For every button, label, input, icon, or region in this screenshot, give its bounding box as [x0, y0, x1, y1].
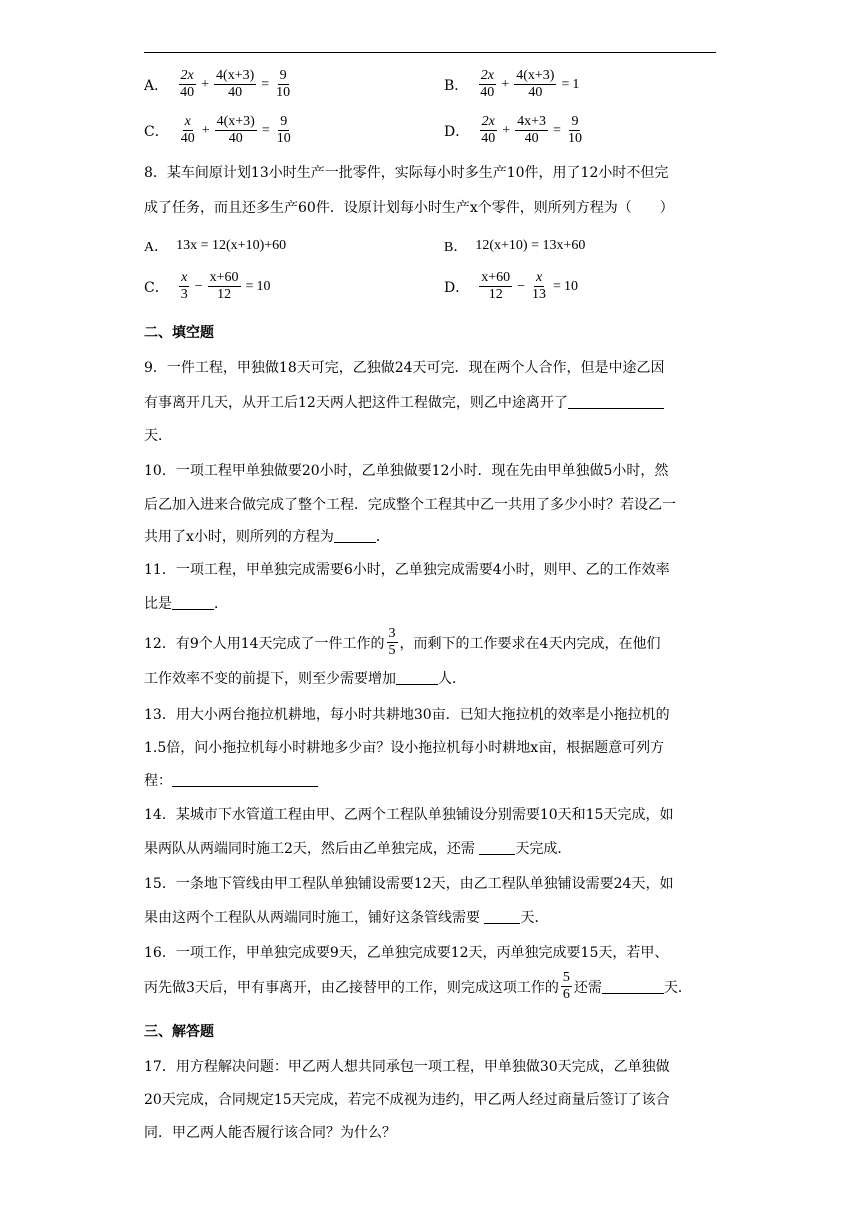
q8-option-c: C． $\frac{x}{3}$ − $\frac{x+60}{12}$ = 10 [144, 270, 271, 302]
q7-option-c: C． $\frac{x}{40}$ + $\frac{4(x+3)}{40}$ = $\frac{9}{10}$ [144, 114, 291, 146]
q16-line-2: 丙先做3天后，甲有事离开，由乙接替甲的工作，则完成这项工作的 $\frac{5}{6}$ 还需 天． [144, 970, 692, 1002]
q11-line-2: 比是 ． [144, 596, 228, 612]
header-rule [144, 52, 716, 53]
q9-line-3: 天． [144, 428, 172, 444]
answer-blank[interactable] [602, 979, 664, 994]
q15-line-1: 15．一条地下管线由甲工程队单独铺设需要12天，由乙工程队单独铺设需要24天，如 [144, 876, 674, 892]
answer-blank[interactable] [334, 528, 376, 543]
q11-line-1: 11．一项工程，甲单独完成需要6小时，乙单独完成需要4小时，则甲、乙的工作效率 [144, 562, 670, 578]
q14-line-2: 果两队从两端同时施工2天，然后由乙单独完成，还需 天完成． [144, 841, 572, 857]
q9-line-1: 9．一件工程，甲独做18天可完，乙独做24天可完．现在两个人合作，但是中途乙因 [144, 360, 665, 376]
q10-line-2: 后乙加入进来合做完成了整个工程．完成整个工程其中乙一共用了多少小时？若设乙一 [144, 497, 676, 513]
answer-blank[interactable] [479, 840, 515, 855]
q12-line-2: 工作效率不变的前提下，则至少需要增加 人． [144, 671, 466, 687]
q8-option-a: A． 13x = 12(x+10)+60 [144, 238, 287, 255]
q7-option-d: D． $\frac{2x}{40}$ + $\frac{4x+3}{40}$ = $\frac{9}{10}$ [444, 114, 582, 146]
q16-line-1: 16．一项工作，甲单独完成要9天，乙单独完成要12天，丙单独完成要15天，若甲、 [144, 945, 669, 961]
q13-line-1: 13．用大小两台拖拉机耕地，每小时共耕地30亩．已知大拖拉机的效率是小拖拉机的 [144, 707, 670, 723]
q8-option-d: D． $\frac{x+60}{12}$ − $\frac{x}{13}$ = 10 [444, 270, 578, 302]
answer-blank[interactable] [484, 909, 520, 924]
answer-blank[interactable] [172, 772, 318, 787]
q17-line-2: 20天完成，合同规定15天完成，若完不成视为违约，甲乙两人经过商量后签订了该合 [144, 1092, 670, 1108]
q15-line-2: 果由这两个工程队从两端同时施工，铺好这条管线需要 天． [144, 910, 549, 926]
answer-blank[interactable] [396, 670, 438, 685]
section-heading-solve: 三、解答题 [144, 1024, 214, 1040]
q17-line-1: 17．用方程解决问题：甲乙两人想共同承包一项工程，甲单独做30天完成，乙单独做 [144, 1059, 670, 1075]
q12-line-1: 12．有9个人用14天完成了一件工作的 $\frac{3}{5}$ ，而剩下的工作要求在4天内完成，在他们 [144, 626, 661, 658]
q7-option-b: B． $\frac{2x}{40}$ + $\frac{4(x+3)}{40}$ = 1 [444, 68, 580, 100]
answer-blank[interactable] [568, 394, 664, 409]
q10-line-1: 10．一项工程甲单独做要20小时，乙单独做要12小时．现在先由甲单独做5小时，然 [144, 463, 669, 479]
section-heading-fill-in: 二、填空题 [144, 325, 214, 341]
q7-option-a: A． $\frac{2x}{40}$ + $\frac{4(x+3)}{40}$ = $\frac{9}{10}$ [144, 68, 291, 100]
q10-line-3: 共用了x小时，则所列的方程为 ． [144, 529, 390, 545]
q9-line-2: 有事离开几天，从开工后12天两人把这件工程做完，则乙中途离开了 [144, 392, 724, 412]
q8-option-b: B． 12(x+10) = 13x+60 [444, 238, 586, 255]
q8-line-2: 成了任务，而且还多生产60件．设原计划每小时生产x个零件，则所列方程为（ ） [144, 200, 674, 216]
q14-line-1: 14．某城市下水管道工程由甲、乙两个工程队单独铺设分别需要10天和15天完成，如 [144, 807, 674, 823]
q13-line-3: 程： [144, 770, 724, 790]
answer-blank[interactable] [172, 595, 214, 610]
q17-line-3: 同．甲乙两人能否履行该合同？为什么？ [144, 1125, 396, 1141]
q13-line-2: 1.5倍，问小拖拉机每小时耕地多少亩？设小拖拉机每小时耕地x亩，根据题意可列方 [144, 740, 665, 756]
q8-line-1: 8．某车间原计划13小时生产一批零件，实际每小时多生产10件，用了12小时不但完 [144, 165, 669, 181]
